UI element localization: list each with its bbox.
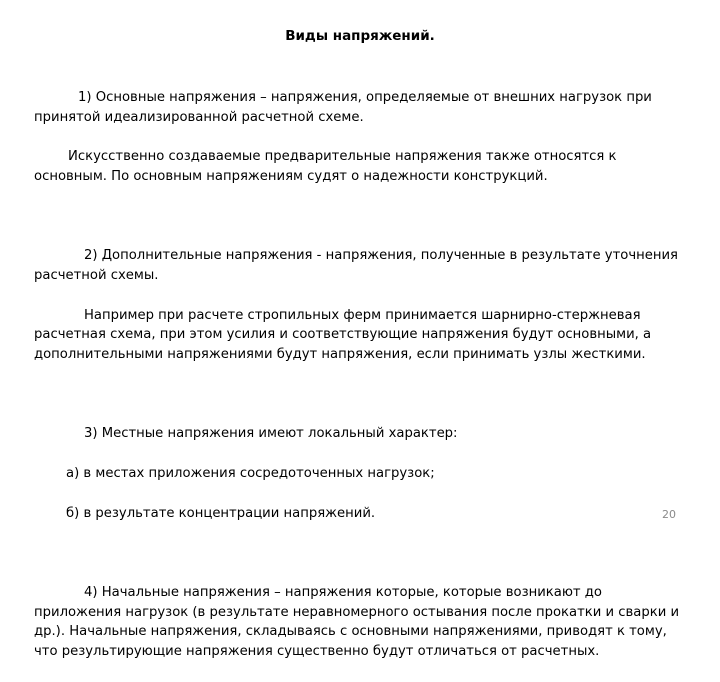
paragraph-additional-stresses: 2) Дополнительные напряжения - напряжения, полученные в результате уточнения расчетной схемы. xyxy=(34,248,678,283)
paragraph-truss-example: Например при расчете стропильных ферм принимается шарнирно-стержневая расчетная схема, при этом усилия и соответствующие напряжения будут основными, а дополнительными напряжениями будут напряжения, если принимать узлы жесткими. xyxy=(34,307,652,363)
paragraph-prestress: Искусственно создаваемые предварительные напряжения также относятся к основным. По основным напряжениям судят о надежности конструкций. xyxy=(34,149,617,184)
slide-body xyxy=(34,68,684,682)
spacer xyxy=(34,543,684,563)
slide-title: Виды напряжений. xyxy=(285,28,435,44)
spacer xyxy=(34,385,684,405)
paragraph-local-stresses: 3) Местные напряжения имеют локальный характер: xyxy=(84,426,458,442)
paragraph-main-stresses: 1) Основные напряжения – напряжения, определяемые от внешних нагрузок при принятой идеализированной расчетной схеме. xyxy=(34,89,652,125)
spacer xyxy=(34,207,684,227)
paragraph-initial-stresses: 4) Начальные напряжения – напряжения которые, которые возникают до приложения нагрузок (в результате неравномерного остывания после прокатки и сварки и др.). Начальные напряжения, складываясь с основными напряжениями, приводят к тому, что результирующие напряжения существенно будут отличаться от расчетных. xyxy=(34,584,680,660)
list-item-local-a: а) в местах приложения сосредоточенных нагрузок; xyxy=(66,465,435,481)
page-number: 20 xyxy=(662,508,676,521)
list-item-local-b: б) в результате концентрации напряжений. xyxy=(66,505,376,521)
